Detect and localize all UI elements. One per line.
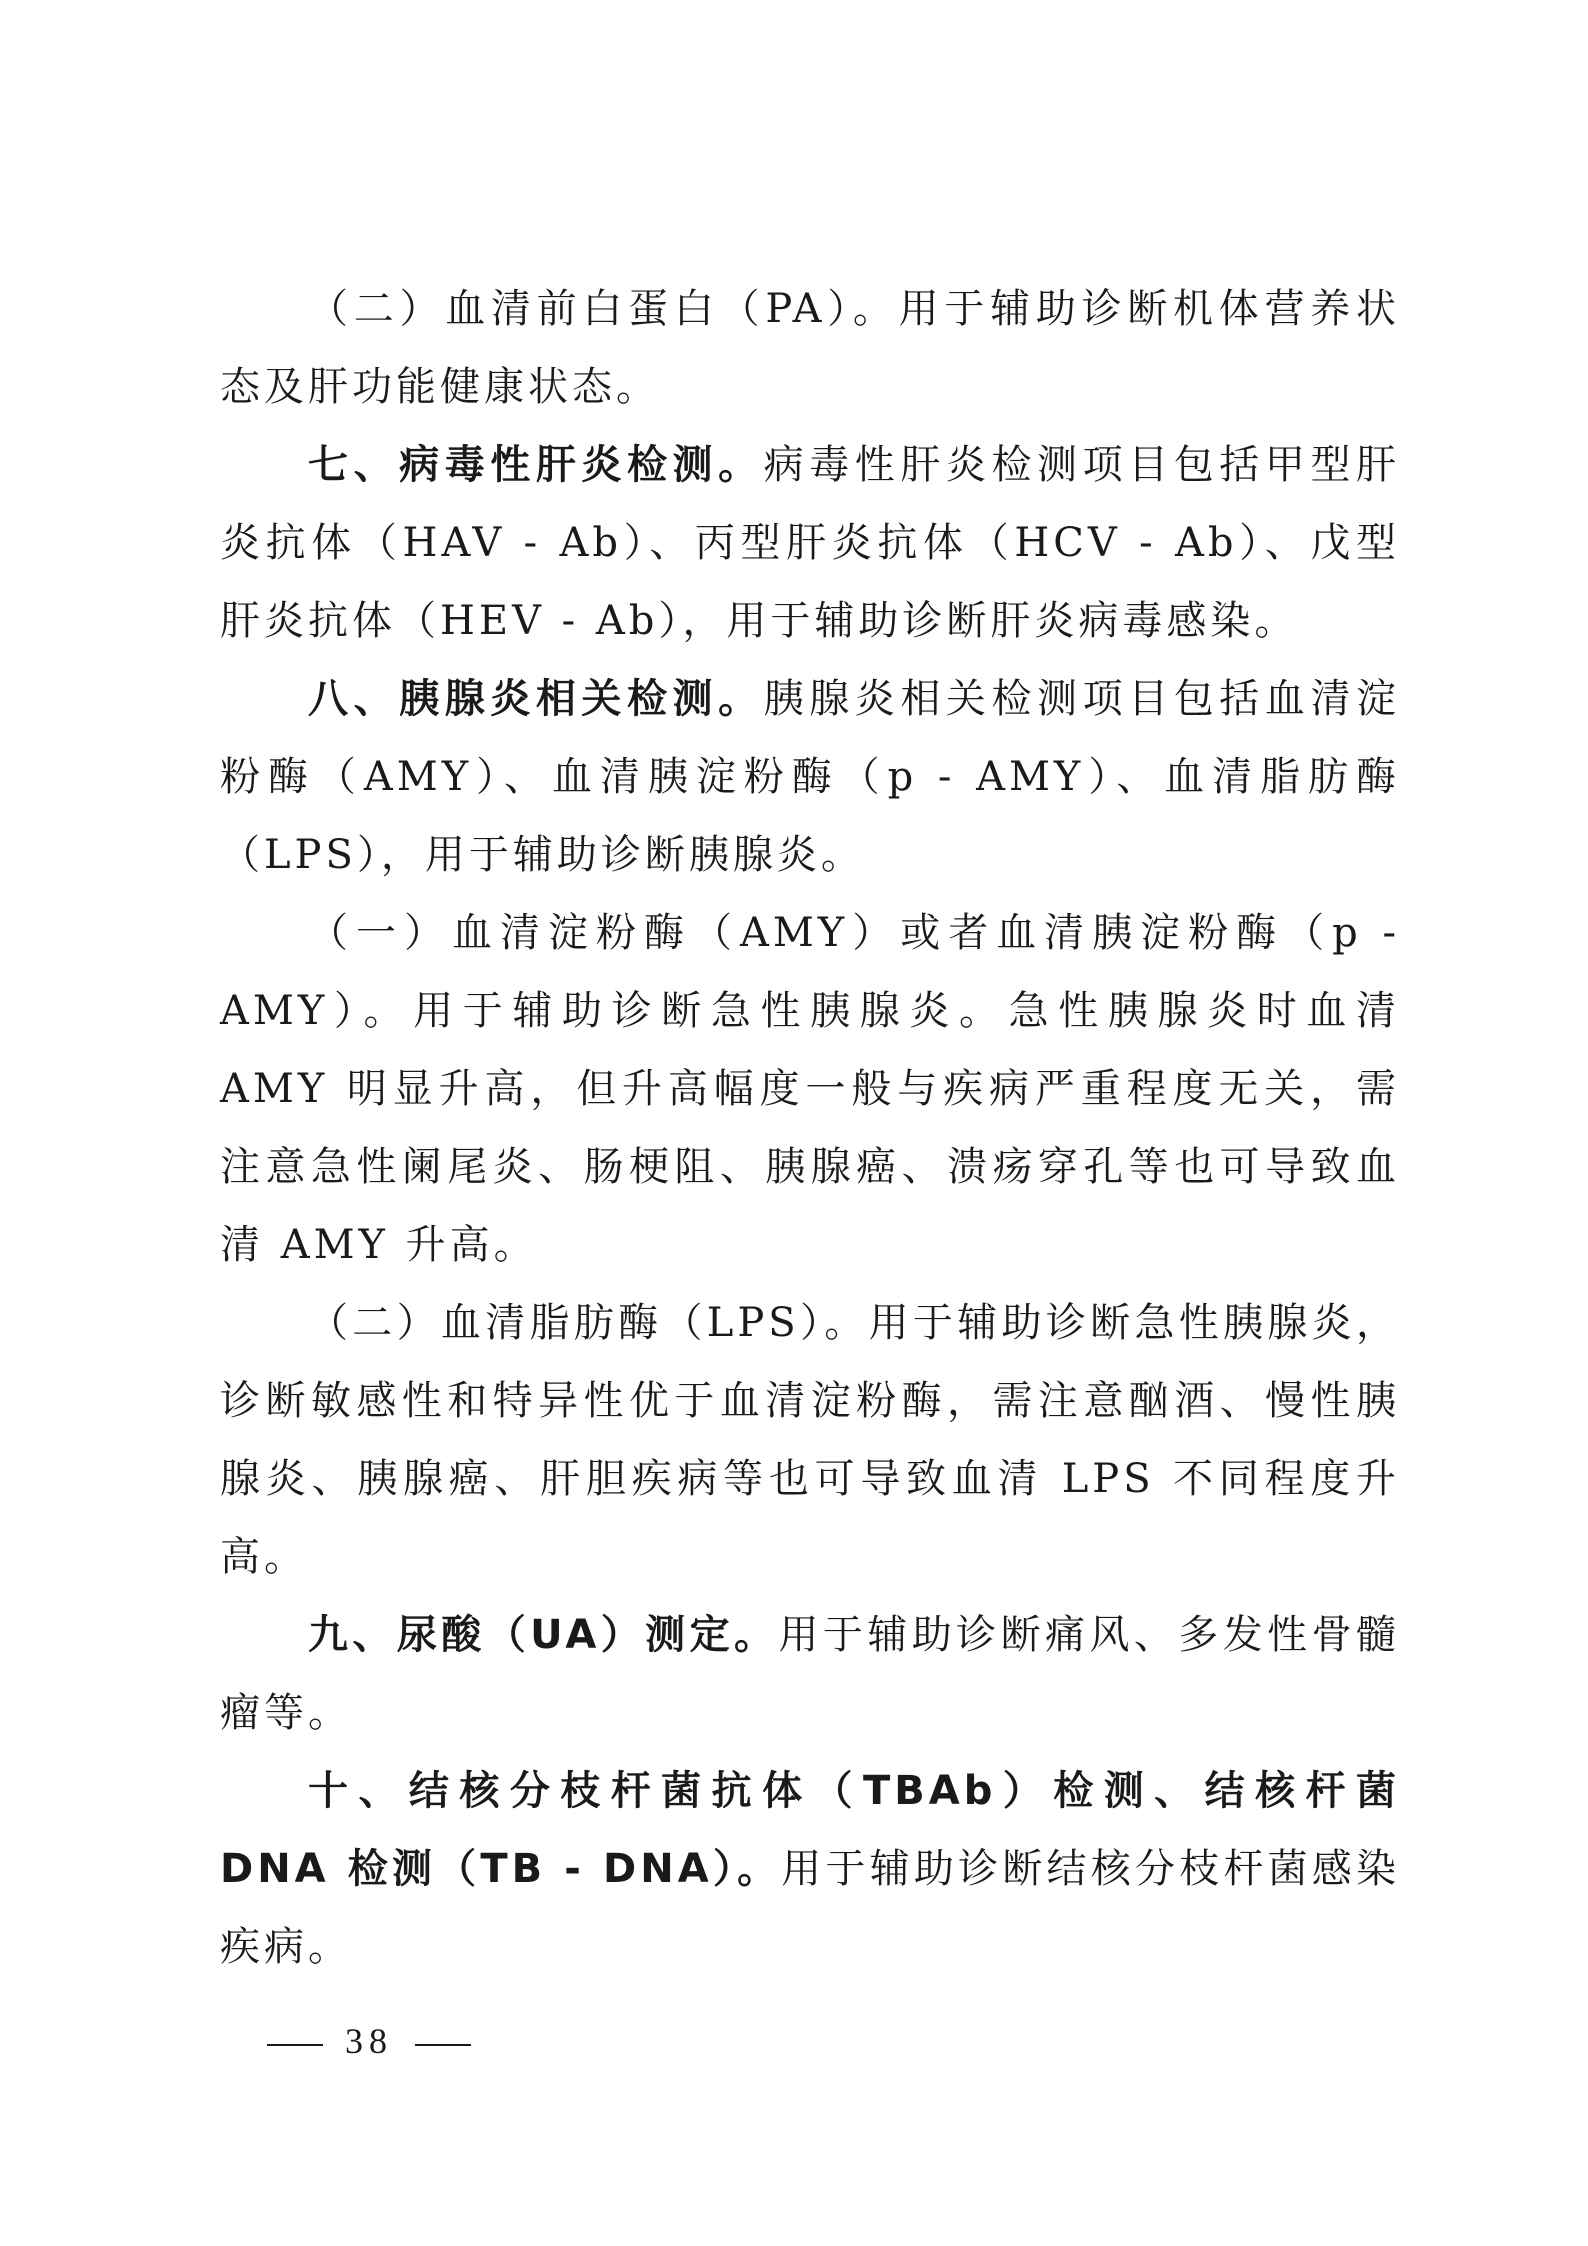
paragraph-text: 病毒性肝炎检测项目包括甲型肝炎抗体（HAV - Ab）、丙型肝炎抗体（HCV - Ab）、戊型肝炎抗体（HEV - Ab），用于辅助诊断肝炎病毒感染。 bbox=[220, 442, 1401, 644]
paragraph-lps bbox=[220, 1284, 1400, 1596]
paragraph-hepatitis bbox=[220, 426, 1400, 660]
paragraph-text: （二）血清前白蛋白（PA）。用于辅助诊断机体营养状态及肝功能健康状态。 bbox=[220, 286, 1400, 410]
right-dash bbox=[415, 2044, 471, 2046]
page-footer bbox=[245, 2020, 493, 2062]
section-heading: 七、病毒性肝炎检测。 bbox=[308, 442, 764, 488]
paragraph-text: 用于辅助诊断痛风、多发性骨髓瘤等。 bbox=[220, 1612, 1400, 1736]
document-body bbox=[220, 270, 1400, 1986]
paragraph-pa bbox=[220, 270, 1400, 426]
paragraph-text: 胰腺炎相关检测项目包括血清淀粉酶（AMY）、血清胰淀粉酶（p - AMY）、血清脂肪酶（LPS），用于辅助诊断胰腺炎。 bbox=[220, 676, 1401, 878]
paragraph-tuberculosis bbox=[220, 1752, 1400, 1986]
paragraph-text: （二）血清脂肪酶（LPS）。用于辅助诊断急性胰腺炎，诊断敏感性和特异性优于血清淀粉酶，需注意酗酒、慢性胰腺炎、胰腺癌、肝胆疾病等也可导致血清 LPS 不同程度升高。 bbox=[220, 1300, 1400, 1580]
paragraph-amy bbox=[220, 894, 1400, 1284]
section-heading: 九、尿酸（UA）测定。 bbox=[308, 1612, 779, 1658]
page-number: 38 bbox=[345, 2021, 393, 2061]
left-dash bbox=[267, 2044, 323, 2046]
paragraph-pancreatitis bbox=[220, 660, 1400, 894]
paragraph-text: （一）血清淀粉酶（AMY）或者血清胰淀粉酶（p - AMY）。用于辅助诊断急性胰腺炎。急性胰腺炎时血清 AMY 明显升高，但升高幅度一般与疾病严重程度无关，需注意急性阑尾炎、肠梗阻、胰腺癌、溃疡穿孔等也可导致血清 AMY 升高。 bbox=[220, 910, 1400, 1268]
section-heading: 八、胰腺炎相关检测。 bbox=[308, 676, 764, 722]
paragraph-text: 用于辅助诊断结核分枝杆菌感染疾病。 bbox=[220, 1846, 1400, 1970]
paragraph-uric-acid bbox=[220, 1596, 1400, 1752]
section-heading: 十、结核分枝杆菌抗体（TBAb）检测、结核杆菌 DNA 检测（TB - DNA）。 bbox=[220, 1768, 1400, 1892]
